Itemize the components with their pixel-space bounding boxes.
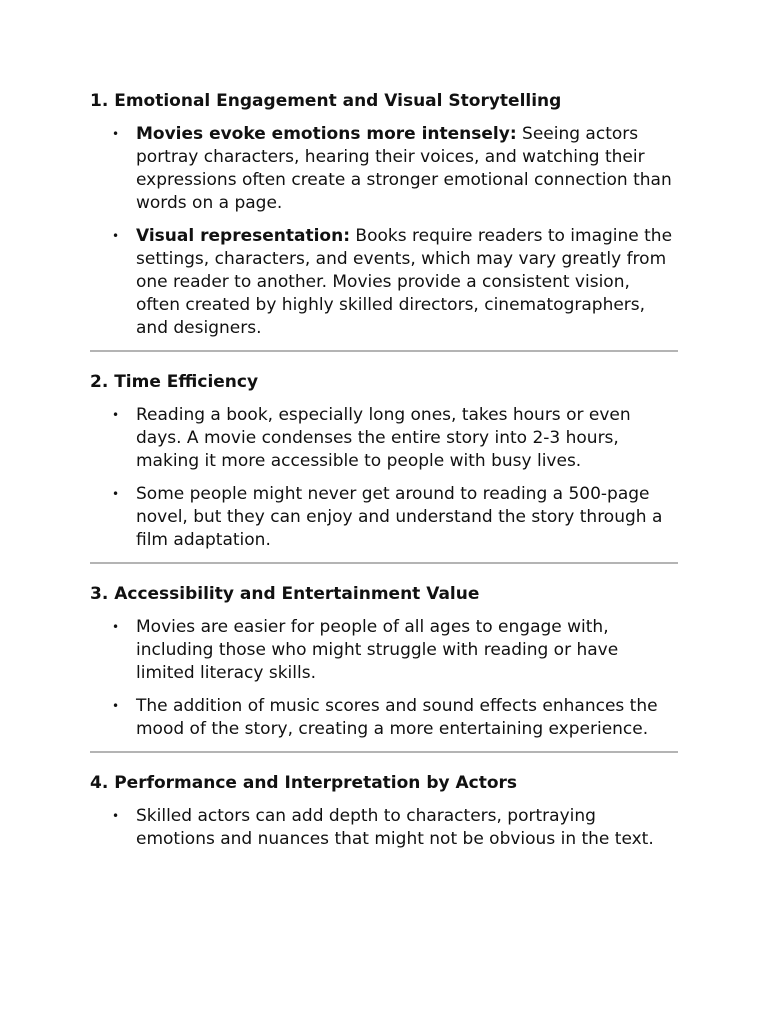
bullet-lead-text: Movies evoke emotions more intensely: <box>136 124 517 144</box>
bullet-icon: • <box>112 699 120 713</box>
list-item <box>90 616 678 685</box>
document-body <box>90 90 678 861</box>
list-item <box>90 404 678 473</box>
bullet-icon: • <box>112 620 120 634</box>
bullet-text: Seeing actors portray characters, hearing their voices, and watching their expressions often create a stronger emotional connection than words on a page. <box>136 124 672 213</box>
list-item <box>90 483 678 552</box>
bullet-list <box>90 404 678 552</box>
bullet-text: Skilled actors can add depth to characters, portraying emotions and nuances that might not be obvious in the text. <box>136 806 654 849</box>
bullet-text: Reading a book, especially long ones, takes hours or even days. A movie condenses the entire story into 2-3 hours, making it more accessible to people with busy lives. <box>136 405 631 471</box>
section-heading: 1. Emotional Engagement and Visual Storytelling <box>90 91 562 111</box>
list-item <box>90 225 678 340</box>
section-divider <box>90 751 678 753</box>
bullet-list <box>90 805 678 851</box>
list-item <box>90 123 678 215</box>
bullet-text: Books require readers to imagine the settings, characters, and events, which may vary greatly from one reader to another. Movies provide a consistent vision, often created by highly skilled directors, cinematographers, and designers. <box>136 226 673 338</box>
section-accessibility <box>90 583 678 741</box>
section-divider <box>90 350 678 352</box>
bullet-text: The addition of music scores and sound effects enhances the mood of the story, creating a more entertaining experience. <box>136 696 658 739</box>
section-heading: 3. Accessibility and Entertainment Value <box>90 584 480 604</box>
bullet-icon: • <box>112 408 120 422</box>
section-heading: 2. Time Efficiency <box>90 372 259 392</box>
bullet-lead-text: Visual representation: <box>136 226 351 246</box>
section-performance <box>90 772 678 851</box>
list-item <box>90 805 678 851</box>
section-divider <box>90 562 678 564</box>
bullet-icon: • <box>112 127 120 141</box>
section-time-efficiency <box>90 371 678 552</box>
section-heading: 4. Performance and Interpretation by Actors <box>90 773 518 793</box>
list-item <box>90 695 678 741</box>
bullet-text: Some people might never get around to reading a 500-page novel, but they can enjoy and understand the story through a film adaptation. <box>136 484 663 550</box>
bullet-icon: • <box>112 809 120 823</box>
bullet-list <box>90 123 678 340</box>
bullet-text: Movies are easier for people of all ages to engage with, including those who might struggle with reading or have limited literacy skills. <box>136 617 619 683</box>
bullet-icon: • <box>112 229 120 243</box>
section-emotional-engagement <box>90 90 678 340</box>
bullet-icon: • <box>112 487 120 501</box>
bullet-list <box>90 616 678 741</box>
